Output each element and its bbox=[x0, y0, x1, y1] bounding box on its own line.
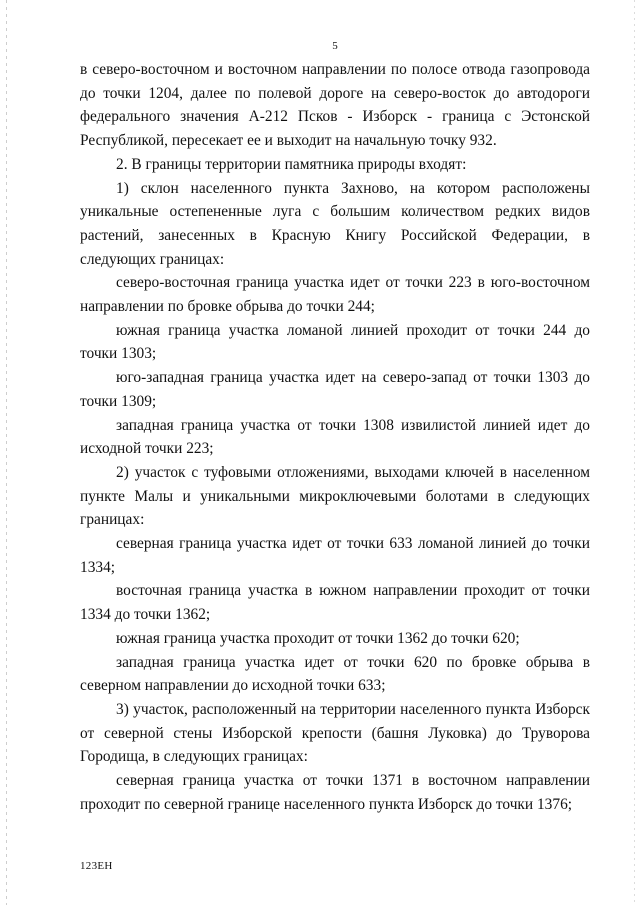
paragraph-14: северная граница участка от точки 1371 в восточном направлении проходит по северной границе населенного пункта Изборск до точки 1376; bbox=[80, 772, 590, 813]
footer-document-code: 123ЕН bbox=[80, 860, 113, 872]
paragraph-2: 2. В границы территории памятника природы входят: bbox=[116, 155, 467, 173]
paragraph-5: южная граница участка ломаной линией проходит от точки 244 до точки 1303; bbox=[80, 321, 590, 363]
paragraph-1: в северо-восточном и восточном направлении по полосе отвода газопровода до точки 1204, далее по полевой дороге на северо-восток до автодороги федерального значения А-212 Псков - Изборск - граница с Эстонской Республикой, пересекает ее и выходит на начальную точку 932. bbox=[80, 61, 590, 150]
paragraph-12: западная граница участка идет от точки 620 по бровке обрыва в северном направлении до исходной точки 633; bbox=[80, 653, 590, 695]
paragraph-9: северная граница участка идет от точки 633 ломаной линией до точки 1334; bbox=[80, 535, 590, 576]
paragraph-4: северо-восточная граница участка идет от точки 223 в юго-восточном направлении по бровке обрыва до точки 244; bbox=[80, 274, 590, 316]
scan-edge-left bbox=[6, 0, 7, 905]
paragraph-13: 3) участок, расположенный на территории населенного пункта Изборск от северной стены Изборской крепости (башня Луковка) до Труворова Городища, в следующих границах: bbox=[80, 700, 590, 766]
paragraph-8: 2) участок с туфовыми отложениями, выходами ключей в населенном пункте Малы и уникальными микроключевыми болотами в следующих границах: bbox=[80, 463, 590, 529]
paragraph-6: юго-западная граница участка идет на северо-запад от точки 1303 до точки 1309; bbox=[80, 369, 590, 410]
document-body bbox=[80, 58, 590, 817]
paragraph-10: восточная граница участка в южном направлении проходит от точки 1334 до точки 1362; bbox=[80, 582, 590, 624]
scan-edge-right bbox=[634, 0, 635, 905]
page-number: 5 bbox=[332, 40, 338, 52]
paragraph-7: западная граница участка от точки 1308 извилистой линией идет до исходной точки 223; bbox=[80, 416, 590, 458]
paragraph-11: южная граница участка проходит от точки 1362 до точки 620; bbox=[116, 629, 520, 647]
paragraph-3: 1) склон населенного пункта Захново, на котором расположены уникальные остепененные луга с большим количеством редких видов растений, занесенных в Красную Книгу Российской Федерации, в следующих границах: bbox=[80, 179, 590, 268]
